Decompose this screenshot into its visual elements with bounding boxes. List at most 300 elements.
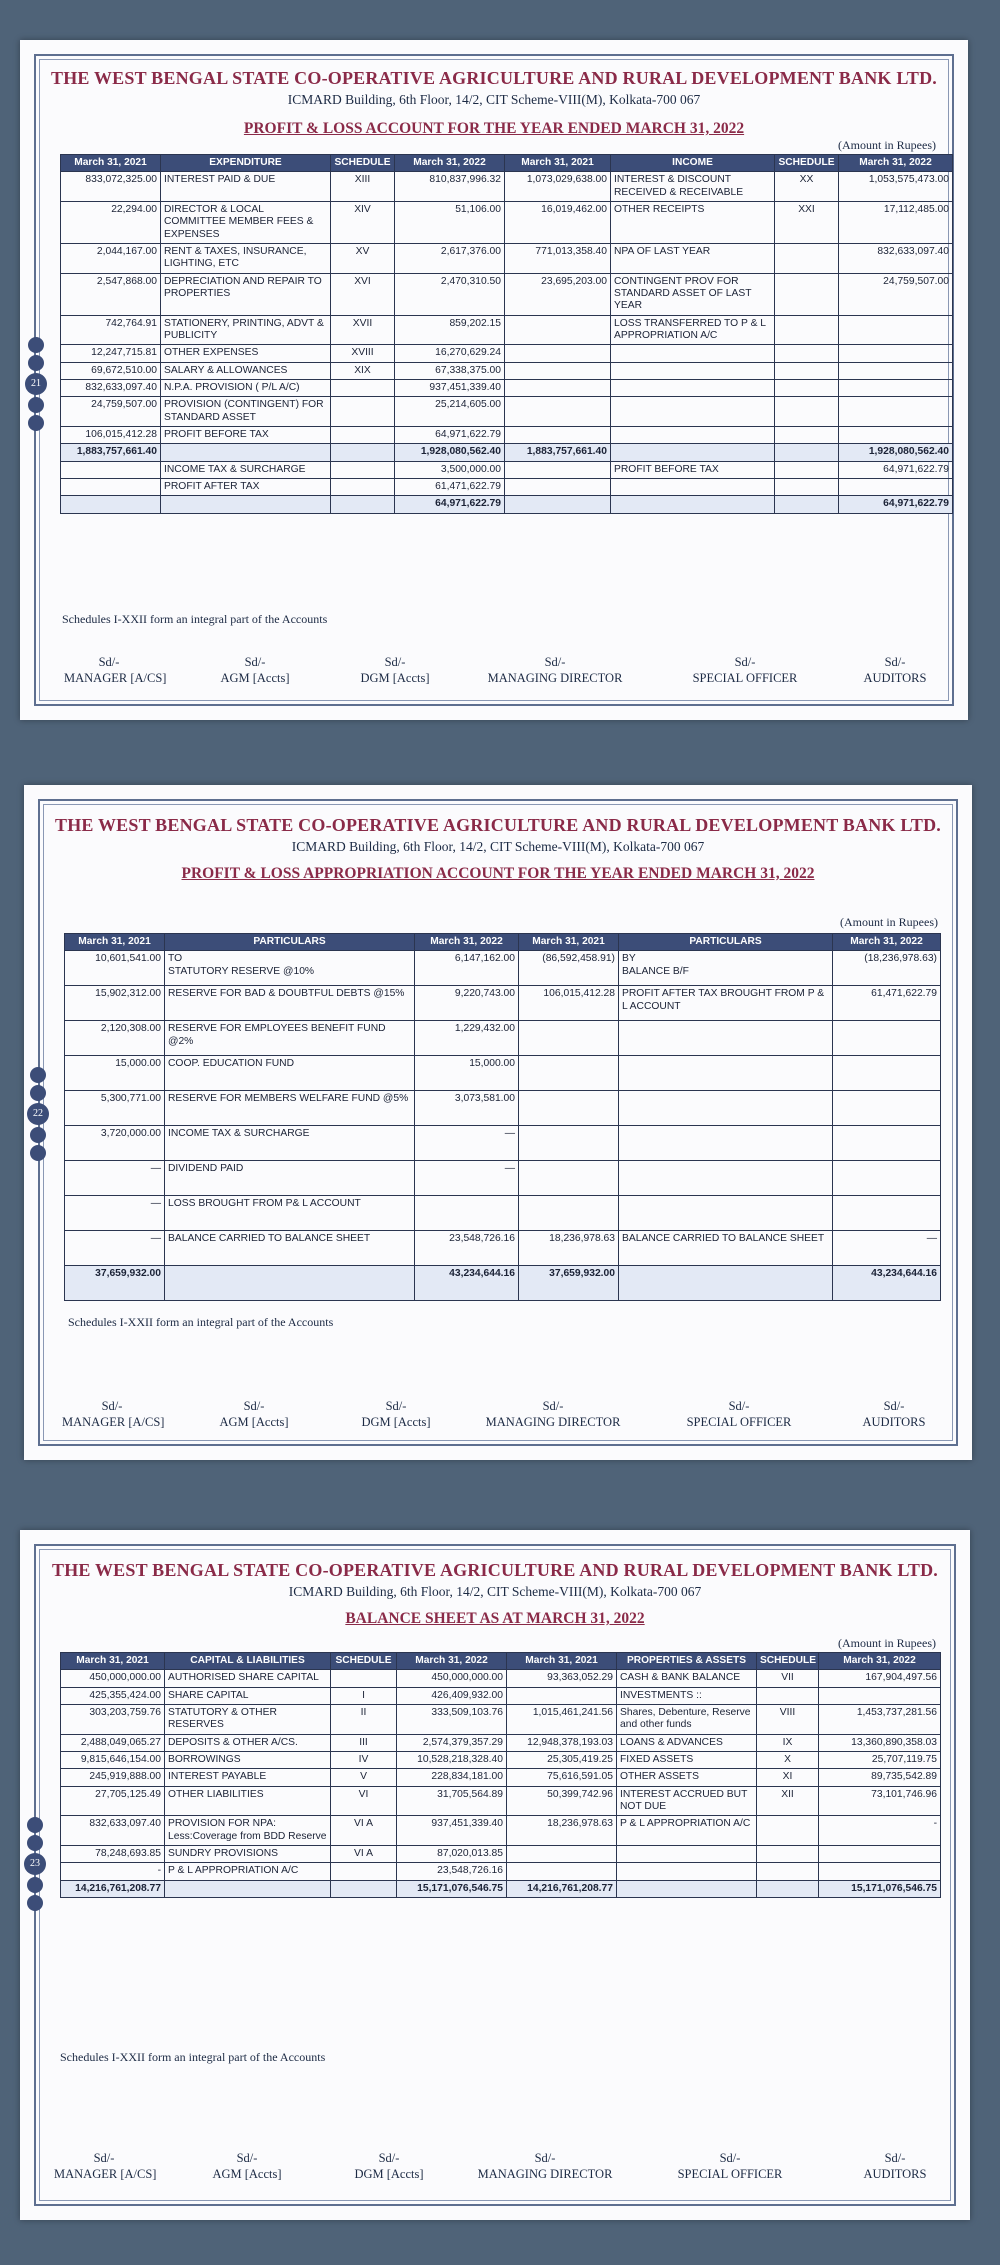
table-cell: 51,106.00 xyxy=(395,201,505,243)
table-cell: 771,013,358.40 xyxy=(505,243,611,273)
table-cell xyxy=(507,1687,617,1704)
table-cell xyxy=(331,461,395,478)
column-header: PROPERTIES & ASSETS xyxy=(617,1653,757,1670)
table-row xyxy=(65,1056,941,1091)
table-cell: CONTINGENT PROV FOR STANDARD ASSET OF LAST YEAR xyxy=(611,273,775,315)
table-cell: BALANCE CARRIED TO BALANCE SHEET xyxy=(619,1231,833,1266)
table-cell xyxy=(839,479,953,496)
table-cell: V xyxy=(331,1769,397,1786)
column-header: March 31, 2022 xyxy=(819,1653,941,1670)
table-cell: 23,548,726.16 xyxy=(415,1231,519,1266)
table-cell xyxy=(611,427,775,444)
table-cell: FIXED ASSETS xyxy=(617,1751,757,1768)
sig-role: AGM [Accts] xyxy=(220,671,290,686)
table-cell xyxy=(505,496,611,513)
table-cell: X xyxy=(757,1751,819,1768)
sig-sd: Sd/- xyxy=(378,2151,400,2165)
sig-role: SPECIAL OFFICER xyxy=(692,671,798,686)
table-cell: 1,073,029,638.00 xyxy=(505,172,611,202)
sig-md xyxy=(480,654,630,687)
bank-address: ICMARD Building, 6th Floor, 14/2, CIT Scheme-VIII(M), Kolkata-700 067 xyxy=(291,839,705,854)
column-header: March 31, 2022 xyxy=(397,1653,507,1670)
table-row xyxy=(65,1196,941,1231)
sig-role: AGM [Accts] xyxy=(212,2167,282,2182)
table-cell: 10,528,218,328.40 xyxy=(397,1751,507,1768)
table-cell: 1,015,461,241.56 xyxy=(507,1704,617,1734)
table-cell xyxy=(519,1196,619,1231)
table-cell: 832,633,097.40 xyxy=(61,1816,165,1846)
table-cell: XI xyxy=(757,1769,819,1786)
table-row xyxy=(61,201,953,243)
table-cell: INCOME TAX & SURCHARGE xyxy=(165,1126,415,1161)
amount-note: (Amount in Rupees) xyxy=(840,915,938,929)
table-row xyxy=(61,1786,941,1816)
table-row xyxy=(61,315,953,345)
sig-sd: Sd/- xyxy=(734,655,756,669)
sig-sd: Sd/- xyxy=(534,2151,556,2165)
table-cell: VII xyxy=(757,1670,819,1687)
sig-role: SPECIAL OFFICER xyxy=(677,2167,783,2182)
column-header: SCHEDULE xyxy=(775,155,839,172)
column-header: PARTICULARS xyxy=(165,934,415,951)
table-row xyxy=(61,427,953,444)
table-cell: 425,355,424.00 xyxy=(61,1687,165,1704)
table-cell xyxy=(839,345,953,362)
table-cell: RESERVE FOR EMPLOYEES BENEFIT FUND @2% xyxy=(165,1021,415,1056)
table-cell: 6,147,162.00 xyxy=(415,951,519,986)
table-cell xyxy=(819,1687,941,1704)
table-cell: 24,759,507.00 xyxy=(839,273,953,315)
amount-note: (Amount in Rupees) xyxy=(838,1636,936,1650)
table-cell: 3,500,000.00 xyxy=(395,461,505,478)
table-cell: VIII xyxy=(757,1704,819,1734)
sheet-profit-loss xyxy=(20,40,968,720)
table-cell: N.P.A. PROVISION ( P/L A/C) xyxy=(161,380,331,397)
appropriation-table xyxy=(64,933,941,1301)
table-cell: 1,928,080,562.40 xyxy=(395,444,505,461)
table-cell: PROFIT AFTER TAX BROUGHT FROM P & L ACCOUNT xyxy=(619,986,833,1021)
table-cell: 228,834,181.00 xyxy=(397,1769,507,1786)
table-row xyxy=(61,172,953,202)
table-cell xyxy=(617,1880,757,1897)
sig-sd: Sd/- xyxy=(243,1399,265,1413)
table-cell xyxy=(617,1846,757,1863)
table-cell: 15,171,076,546.75 xyxy=(397,1880,507,1897)
table-cell: SALARY & ALLOWANCES xyxy=(161,362,331,379)
table-cell xyxy=(519,1126,619,1161)
table-cell: RENT & TAXES, INSURANCE, LIGHTING, ETC xyxy=(161,243,331,273)
table-cell: 64,971,622.79 xyxy=(839,461,953,478)
sig-role: AGM [Accts] xyxy=(219,1415,289,1430)
table-cell: 167,904,497.56 xyxy=(819,1670,941,1687)
table-cell xyxy=(61,479,161,496)
table-cell: - xyxy=(819,1816,941,1846)
table-cell: 43,234,644.16 xyxy=(833,1266,941,1301)
table-cell xyxy=(619,1091,833,1126)
table-cell: XIV xyxy=(331,201,395,243)
table-cell: 742,764.91 xyxy=(61,315,161,345)
table-row xyxy=(61,1863,941,1880)
table-cell: - xyxy=(61,1863,165,1880)
table-cell: 25,214,605.00 xyxy=(395,397,505,427)
table-cell: 9,815,646,154.00 xyxy=(61,1751,165,1768)
column-header: March 31, 2022 xyxy=(833,934,941,951)
sig-manager xyxy=(64,654,167,687)
table-cell: 61,471,622.79 xyxy=(833,986,941,1021)
page-title: PROFIT & LOSS ACCOUNT FOR THE YEAR ENDED MARCH 31, 2022 xyxy=(243,120,745,137)
table-cell: 426,409,932.00 xyxy=(397,1687,507,1704)
table-cell: 2,044,167.00 xyxy=(61,243,161,273)
table-cell xyxy=(505,362,611,379)
sig-sd: Sd/- xyxy=(101,1399,123,1413)
table-cell xyxy=(775,479,839,496)
table-cell: DIVIDEND PAID xyxy=(165,1161,415,1196)
schedules-note: Schedules I-XXII form an integral part of the Accounts xyxy=(62,612,328,626)
table-cell: CASH & BANK BALANCE xyxy=(617,1670,757,1687)
table-cell: VI A xyxy=(331,1816,397,1846)
table-cell: 859,202.15 xyxy=(395,315,505,345)
table-cell: 25,305,419.25 xyxy=(507,1751,617,1768)
table-cell xyxy=(839,362,953,379)
table-row xyxy=(65,1231,941,1266)
sig-role: MANAGER [A/CS] xyxy=(62,1415,165,1430)
column-header: CAPITAL & LIABILITIES xyxy=(165,1653,331,1670)
schedules-note: Schedules I-XXII form an integral part of the Accounts xyxy=(68,1315,334,1329)
table-cell: 3,073,581.00 xyxy=(415,1091,519,1126)
table-cell: PROVISION FOR NPA: Less:Coverage from BDD Reserve xyxy=(165,1816,331,1846)
sig-role: DGM [Accts] xyxy=(361,1415,431,1430)
table-cell: 3,720,000.00 xyxy=(65,1126,165,1161)
column-header: March 31, 2021 xyxy=(61,1653,165,1670)
table-cell: III xyxy=(331,1734,397,1751)
schedules-note: Schedules I-XXII form an integral part of the Accounts xyxy=(60,2050,326,2064)
table-cell: XV xyxy=(331,243,395,273)
table-cell: 23,548,726.16 xyxy=(397,1863,507,1880)
table-cell: — xyxy=(65,1161,165,1196)
sig-role: MANAGER [A/CS] xyxy=(64,671,167,686)
column-header: SCHEDULE xyxy=(331,1653,397,1670)
amount-note: (Amount in Rupees) xyxy=(838,138,936,152)
sig-special-officer xyxy=(674,1398,804,1431)
table-row xyxy=(61,461,953,478)
sig-special-officer xyxy=(665,2150,795,2183)
table-cell xyxy=(819,1863,941,1880)
sig-sd: Sd/- xyxy=(244,655,266,669)
column-header: March 31, 2022 xyxy=(395,155,505,172)
table-cell xyxy=(619,1126,833,1161)
sig-manager xyxy=(62,1398,165,1431)
sig-sd: Sd/- xyxy=(385,1399,407,1413)
column-header: March 31, 2022 xyxy=(839,155,953,172)
table-cell xyxy=(839,380,953,397)
table-cell xyxy=(331,1880,397,1897)
sig-sd: Sd/- xyxy=(544,655,566,669)
sig-auditors xyxy=(850,654,940,687)
table-cell: P & L APPROPRIATION A/C xyxy=(617,1816,757,1846)
sig-role: DGM [Accts] xyxy=(354,2167,424,2182)
sig-role: MANAGER [A/CS] xyxy=(54,2167,157,2182)
table-cell: — xyxy=(65,1196,165,1231)
table-cell xyxy=(619,1161,833,1196)
table-cell: 15,000.00 xyxy=(65,1056,165,1091)
table-cell: 43,234,644.16 xyxy=(415,1266,519,1301)
table-row xyxy=(61,479,953,496)
table-cell xyxy=(619,1021,833,1056)
sig-sd: Sd/- xyxy=(236,2151,258,2165)
table-cell: 1,883,757,661.40 xyxy=(505,444,611,461)
table-cell: NPA OF LAST YEAR xyxy=(611,243,775,273)
table-cell xyxy=(775,444,839,461)
table-cell xyxy=(619,1266,833,1301)
table-cell: SHARE CAPITAL xyxy=(165,1687,331,1704)
table-cell xyxy=(757,1846,819,1863)
sheet-balance-sheet xyxy=(20,1530,970,2220)
table-cell: STATUTORY & OTHER RESERVES xyxy=(165,1704,331,1734)
table-cell: 2,617,376.00 xyxy=(395,243,505,273)
table-cell: 450,000,000.00 xyxy=(61,1670,165,1687)
sig-agm xyxy=(209,1398,299,1431)
table-cell: 303,203,759.76 xyxy=(61,1704,165,1734)
table-cell xyxy=(519,1021,619,1056)
table-cell: 27,705,125.49 xyxy=(61,1786,165,1816)
table-cell: TO STATUTORY RESERVE @10% xyxy=(165,951,415,986)
table-cell xyxy=(833,1091,941,1126)
table-row xyxy=(61,1769,941,1786)
bank-name: THE WEST BENGAL STATE CO-OPERATIVE AGRICULTURE AND RURAL DEVELOPMENT BANK LTD. xyxy=(51,68,937,88)
table-cell xyxy=(611,397,775,427)
table-cell: XX xyxy=(775,172,839,202)
table-cell xyxy=(611,362,775,379)
table-cell: Shares, Debenture, Reserve and other funds xyxy=(617,1704,757,1734)
table-cell: 14,216,761,208.77 xyxy=(507,1880,617,1897)
table-cell xyxy=(839,427,953,444)
table-cell: 23,695,203.00 xyxy=(505,273,611,315)
table-cell: XXI xyxy=(775,201,839,243)
sig-special-officer xyxy=(680,654,810,687)
table-cell xyxy=(775,461,839,478)
table-cell: 5,300,771.00 xyxy=(65,1091,165,1126)
table-cell: XVIII xyxy=(331,345,395,362)
column-header: March 31, 2021 xyxy=(507,1653,617,1670)
table-cell: 1,883,757,661.40 xyxy=(61,444,161,461)
table-cell: 2,547,868.00 xyxy=(61,273,161,315)
table-cell: XIII xyxy=(331,172,395,202)
table-cell xyxy=(331,427,395,444)
table-cell xyxy=(833,1161,941,1196)
table-cell: 833,072,325.00 xyxy=(61,172,161,202)
table-cell: 12,247,715.81 xyxy=(61,345,161,362)
table-cell: 810,837,996.32 xyxy=(395,172,505,202)
table-cell: 31,705,564.89 xyxy=(397,1786,507,1816)
table-row xyxy=(61,1846,941,1863)
table-cell xyxy=(165,1880,331,1897)
table-cell: SUNDRY PROVISIONS xyxy=(165,1846,331,1863)
table-cell xyxy=(505,315,611,345)
table-cell: 89,735,542.89 xyxy=(819,1769,941,1786)
sig-sd: Sd/- xyxy=(728,1399,750,1413)
table-cell xyxy=(611,380,775,397)
table-cell: P & L APPROPRIATION A/C xyxy=(165,1863,331,1880)
table-cell xyxy=(505,427,611,444)
table-cell: 450,000,000.00 xyxy=(397,1670,507,1687)
table-row xyxy=(61,1670,941,1687)
table-cell xyxy=(775,273,839,315)
column-header: SCHEDULE xyxy=(331,155,395,172)
table-cell: IV xyxy=(331,1751,397,1768)
table-cell: 832,633,097.40 xyxy=(839,243,953,273)
table-cell xyxy=(611,345,775,362)
bank-address: ICMARD Building, 6th Floor, 14/2, CIT Scheme-VIII(M), Kolkata-700 067 xyxy=(288,1584,702,1599)
balance-sheet-table xyxy=(60,1652,941,1898)
table-cell: 333,509,103.76 xyxy=(397,1704,507,1734)
sig-role: AUDITORS xyxy=(862,1415,926,1430)
table-cell: 18,236,978.63 xyxy=(519,1231,619,1266)
table-cell: 50,399,742.96 xyxy=(507,1786,617,1816)
sig-manager xyxy=(54,2150,157,2183)
column-header: SCHEDULE xyxy=(757,1653,819,1670)
table-cell: 1,453,737,281.56 xyxy=(819,1704,941,1734)
page-number: 22 xyxy=(27,1103,49,1125)
table-row xyxy=(65,1266,941,1301)
table-cell xyxy=(505,479,611,496)
table-row xyxy=(61,1687,941,1704)
table-cell: 12,948,378,193.03 xyxy=(507,1734,617,1751)
sig-role: MANAGING DIRECTOR xyxy=(477,2167,613,2182)
table-cell: 69,672,510.00 xyxy=(61,362,161,379)
table-cell xyxy=(415,1196,519,1231)
table-cell xyxy=(519,1056,619,1091)
table-cell: VI A xyxy=(331,1846,397,1863)
sig-auditors xyxy=(849,1398,939,1431)
sig-sd: Sd/- xyxy=(884,2151,906,2165)
table-cell: DEPRECIATION AND REPAIR TO PROPERTIES xyxy=(161,273,331,315)
bank-name: THE WEST BENGAL STATE CO-OPERATIVE AGRICULTURE AND RURAL DEVELOPMENT BANK LTD. xyxy=(52,1560,938,1580)
table-cell: 37,659,932.00 xyxy=(65,1266,165,1301)
table-cell: INTEREST PAID & DUE xyxy=(161,172,331,202)
sig-role: DGM [Accts] xyxy=(360,671,430,686)
table-cell: 2,120,308.00 xyxy=(65,1021,165,1056)
sig-role: MANAGING DIRECTOR xyxy=(487,671,623,686)
table-cell: 13,360,890,358.03 xyxy=(819,1734,941,1751)
table-row xyxy=(65,1161,941,1196)
table-cell: INVESTMENTS :: xyxy=(617,1687,757,1704)
column-header: INCOME xyxy=(611,155,775,172)
table-cell: INTEREST & DISCOUNT RECEIVED & RECEIVABLE xyxy=(611,172,775,202)
table-cell: 14,216,761,208.77 xyxy=(61,1880,165,1897)
sig-dgm xyxy=(350,654,440,687)
table-cell: 106,015,412.28 xyxy=(61,427,161,444)
table-cell: 64,971,622.79 xyxy=(839,496,953,513)
table-row xyxy=(61,444,953,461)
table-cell xyxy=(775,496,839,513)
table-cell xyxy=(505,461,611,478)
table-cell xyxy=(775,315,839,345)
table-row xyxy=(61,1704,941,1734)
table-cell xyxy=(505,380,611,397)
table-row xyxy=(61,496,953,513)
table-cell xyxy=(331,496,395,513)
table-cell xyxy=(611,479,775,496)
table-cell xyxy=(611,444,775,461)
table-cell: INTEREST PAYABLE xyxy=(165,1769,331,1786)
table-cell: 2,574,379,357.29 xyxy=(397,1734,507,1751)
table-cell xyxy=(833,1021,941,1056)
table-cell xyxy=(331,380,395,397)
table-cell: INTEREST ACCRUED BUT NOT DUE xyxy=(617,1786,757,1816)
table-cell xyxy=(775,380,839,397)
page-number: 21 xyxy=(25,373,47,395)
page-number-marker xyxy=(25,335,47,433)
table-cell: I xyxy=(331,1687,397,1704)
table-cell: — xyxy=(415,1161,519,1196)
table-row xyxy=(65,1126,941,1161)
table-cell xyxy=(775,427,839,444)
column-header: March 31, 2022 xyxy=(415,934,519,951)
table-cell xyxy=(519,1091,619,1126)
table-cell: 106,015,412.28 xyxy=(519,986,619,1021)
table-cell: STATIONERY, PRINTING, ADVT & PUBLICITY xyxy=(161,315,331,345)
table-cell: BALANCE CARRIED TO BALANCE SHEET xyxy=(165,1231,415,1266)
table-cell: — xyxy=(833,1231,941,1266)
table-cell: PROVISION (CONTINGENT) FOR STANDARD ASSET xyxy=(161,397,331,427)
table-cell xyxy=(165,1266,415,1301)
sig-dgm xyxy=(344,2150,434,2183)
table-cell: INCOME TAX & SURCHARGE xyxy=(161,461,331,478)
sig-role: SPECIAL OFFICER xyxy=(686,1415,792,1430)
table-row xyxy=(65,1021,941,1056)
table-cell: 1,928,080,562.40 xyxy=(839,444,953,461)
table-cell: 22,294.00 xyxy=(61,201,161,243)
table-cell: 78,248,693.85 xyxy=(61,1846,165,1863)
table-cell: PROFIT BEFORE TAX xyxy=(161,427,331,444)
table-cell xyxy=(775,362,839,379)
sig-sd: Sd/- xyxy=(93,2151,115,2165)
table-cell: DEPOSITS & OTHER A/CS. xyxy=(165,1734,331,1751)
table-cell: — xyxy=(415,1126,519,1161)
sig-auditors xyxy=(850,2150,940,2183)
table-cell: LOANS & ADVANCES xyxy=(617,1734,757,1751)
page-number-marker xyxy=(27,1065,49,1163)
table-row xyxy=(65,986,941,1021)
table-cell xyxy=(775,243,839,273)
table-cell xyxy=(161,444,331,461)
table-cell: 16,019,462.00 xyxy=(505,201,611,243)
sig-dgm xyxy=(351,1398,441,1431)
table-row xyxy=(61,1734,941,1751)
table-cell xyxy=(519,1161,619,1196)
table-row xyxy=(65,1091,941,1126)
table-cell: 93,363,052.29 xyxy=(507,1670,617,1687)
table-cell: 2,488,049,065.27 xyxy=(61,1734,165,1751)
sig-sd: Sd/- xyxy=(719,2151,741,2165)
table-cell xyxy=(839,315,953,345)
table-cell: 87,020,013.85 xyxy=(397,1846,507,1863)
table-cell xyxy=(833,1056,941,1091)
table-cell: OTHER ASSETS xyxy=(617,1769,757,1786)
table-cell: II xyxy=(331,1704,397,1734)
table-cell xyxy=(507,1863,617,1880)
table-cell xyxy=(161,496,331,513)
table-cell: 37,659,932.00 xyxy=(519,1266,619,1301)
table-cell: 16,270,629.24 xyxy=(395,345,505,362)
column-header: March 31, 2021 xyxy=(61,155,161,172)
column-header: March 31, 2021 xyxy=(65,934,165,951)
sig-sd: Sd/- xyxy=(884,655,906,669)
table-cell: AUTHORISED SHARE CAPITAL xyxy=(165,1670,331,1687)
table-cell: 1,229,432.00 xyxy=(415,1021,519,1056)
sig-agm xyxy=(202,2150,292,2183)
table-cell xyxy=(775,397,839,427)
